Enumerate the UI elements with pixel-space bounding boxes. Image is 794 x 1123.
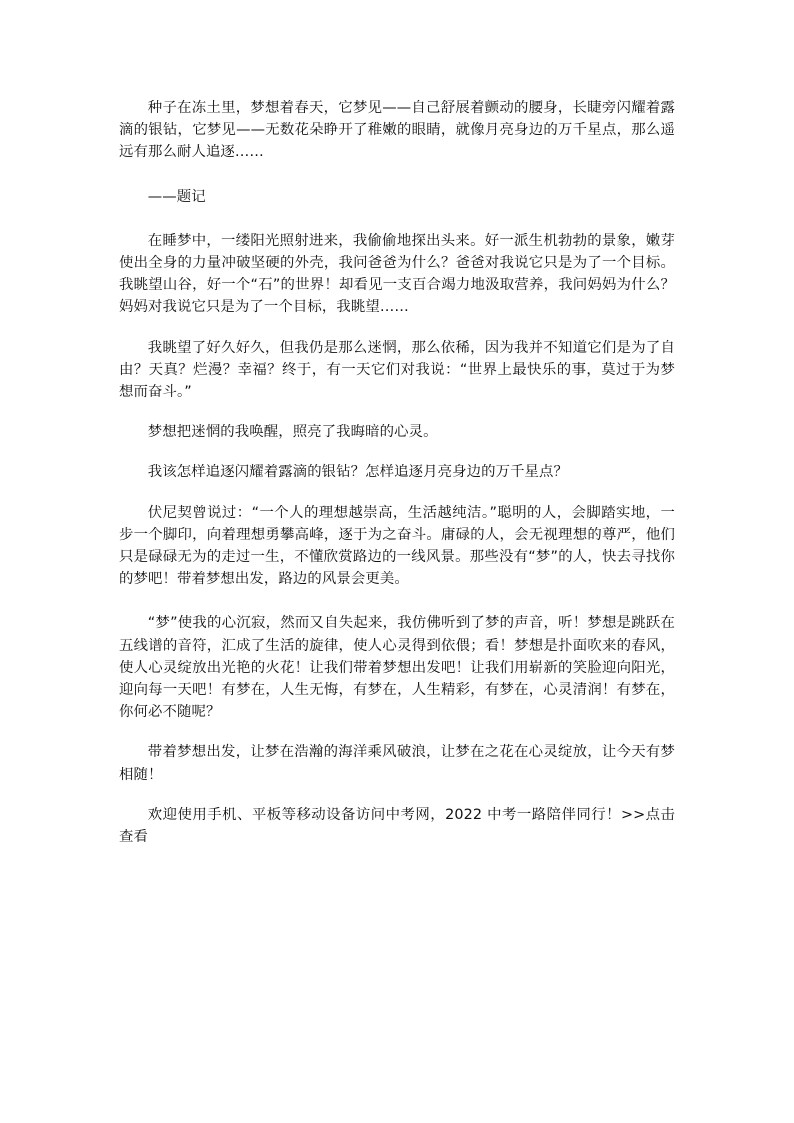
paragraph-dream-awakening: 在睡梦中，一缕阳光照射进来，我偷偷地探出头来。好一派生机勃勃的景象，嫩芽使出全身的力量冲破坚硬的外壳，我问爸爸为什么？爸爸对我说它只是为了一个目标。我眺望山谷，好一个“石”的世界！却看见一支百合竭力地汲取营养，我问妈妈为什么？妈妈对我说它只是为了一个目标，我眺望…… [119, 232, 675, 316]
paragraph-epigraph: 种子在冻土里，梦想着春天，它梦见——自己舒展着颤动的腰身，长睫旁闪耀着露滴的银钻，它梦见——无数花朵睁开了稚嫩的眼睛，就像月亮身边的万千星点，那么遥远有那么耐人追逐…… [119, 100, 675, 161]
paragraph-dream-voice: “梦”使我的心沉寂，然而又自失起来，我仿佛听到了梦的声音，听！梦想是跳跃在五线谱的音符，汇成了生活的旋律，使人心灵得到依偎；看！梦想是扑面吹来的春风，使人心灵绽放出光艳的火花！让我们带着梦想出发吧！让我们用崭新的笑脸迎向阳光，迎向每一天吧！有梦在，人生无悔，有梦在，人生精彩，有梦在，心灵清润！有梦在，你何必不随呢？ [119, 615, 675, 721]
footer-promo-text: 欢迎使用手机、平板等移动设备访问中考网，2022 中考一路陪伴同行！ [147, 806, 621, 823]
paragraph-quote: 伏尼契曾说过：“一个人的理想越崇高，生活越纯洁。”聪明的人，会脚踏实地，一步一个脚印，向着理想勇攀高峰，逐于为之奋斗。庸碌的人，会无视理想的尊严，他们只是碌碌无为的走过一生，不懂欣赏路边的一线风景。那些没有“梦”的人，快去寻找你的梦吧！带着梦想出发，路边的风景会更美。 [119, 504, 675, 588]
footer-promo [119, 804, 675, 848]
view-more-link[interactable]: >>点击查看 [119, 806, 675, 846]
article-body [119, 97, 675, 866]
paragraph-epigraph-attribution: ——题记 [147, 188, 206, 205]
paragraph-conclusion: 带着梦想出发，让梦在浩瀚的海洋乘风破浪，让梦在之花在心灵绽放，让今天有梦相随！ [119, 744, 675, 783]
paragraph-question: 我该怎样追逐闪耀着露滴的银钻？怎样追逐月亮身边的万千星点？ [147, 464, 569, 481]
paragraph-gazing: 我眺望了好久好久，但我仍是那么迷惘，那么依稀，因为我并不知道它们是为了自由？天真？烂漫？幸福？终于，有一天它们对我说：“世界上最快乐的事，莫过于为梦想而奋斗。” [119, 339, 675, 401]
paragraph-enlightened: 梦想把迷惘的我唤醒，照亮了我晦暗的心灵。 [147, 424, 438, 441]
